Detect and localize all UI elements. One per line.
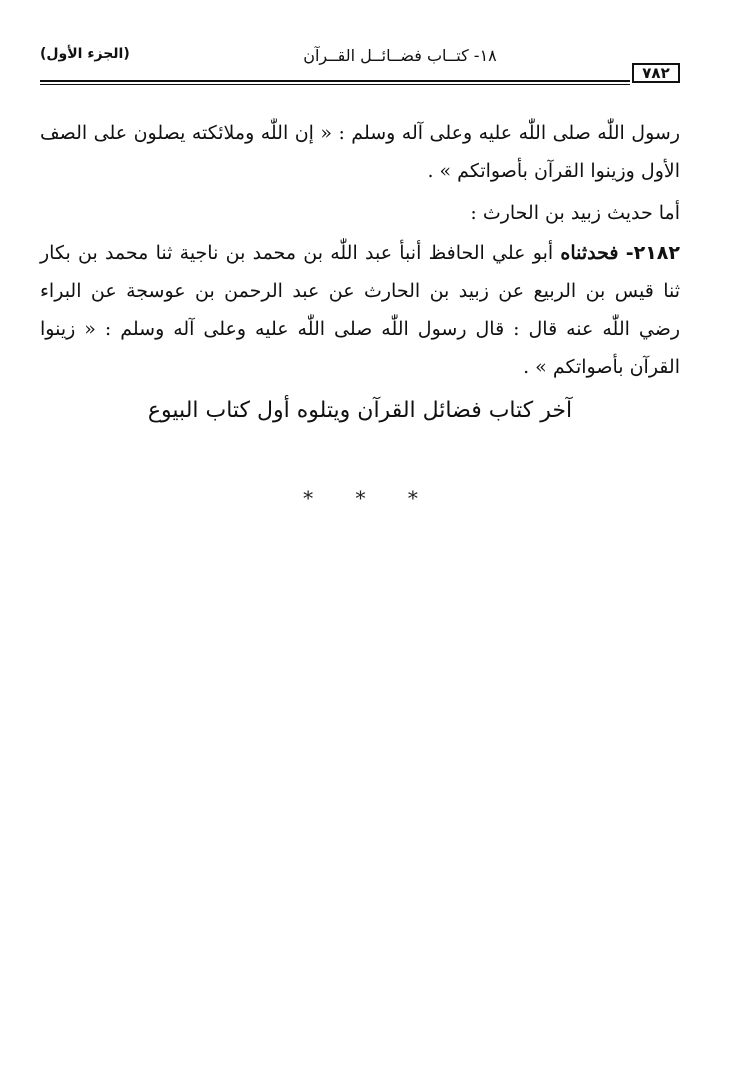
hadith-lead-word: فحدثناه — [560, 242, 619, 264]
page-header — [40, 44, 680, 88]
hadith-paragraph — [40, 234, 680, 386]
section-separator: * * * — [303, 486, 436, 510]
paragraph-intro: أما حديث زبيد بن الحارث : — [470, 202, 680, 224]
hadith-text: أبو علي الحافظ أنبأ عبد اللّٰه بن محمد بن ناجية ثنا محمد بن بكار ثنا قيس بن الربيع عن زبيد بن الحارث عن عبد الرحمن بن عوسجة عن البراء رضي اللّٰه عنه قال : قال رسول اللّٰه صلى اللّٰه عليه وعلى آله وسلم : « زينوا القرآن بأصواتكم » . — [40, 242, 680, 378]
paragraph-quote: رسول اللّٰه صلى اللّٰه عليه وعلى آله وسلم : « إن اللّٰه وملائكته يصلون على الصف الأول وزينوا القرآن بأصواتكم » . — [40, 122, 680, 182]
header-rule — [40, 80, 630, 85]
closing-line: آخر كتاب فضائل القرآن ويتلوه أول كتاب البيوع — [147, 398, 573, 423]
running-title: ١٨- كتــاب فضــائــل القــرآن — [303, 46, 497, 65]
page-number: ٧٨٢ — [632, 63, 680, 83]
volume-label: (الجزء الأول) — [40, 46, 130, 62]
hadith-number: ٢١٨٢- — [625, 242, 680, 264]
